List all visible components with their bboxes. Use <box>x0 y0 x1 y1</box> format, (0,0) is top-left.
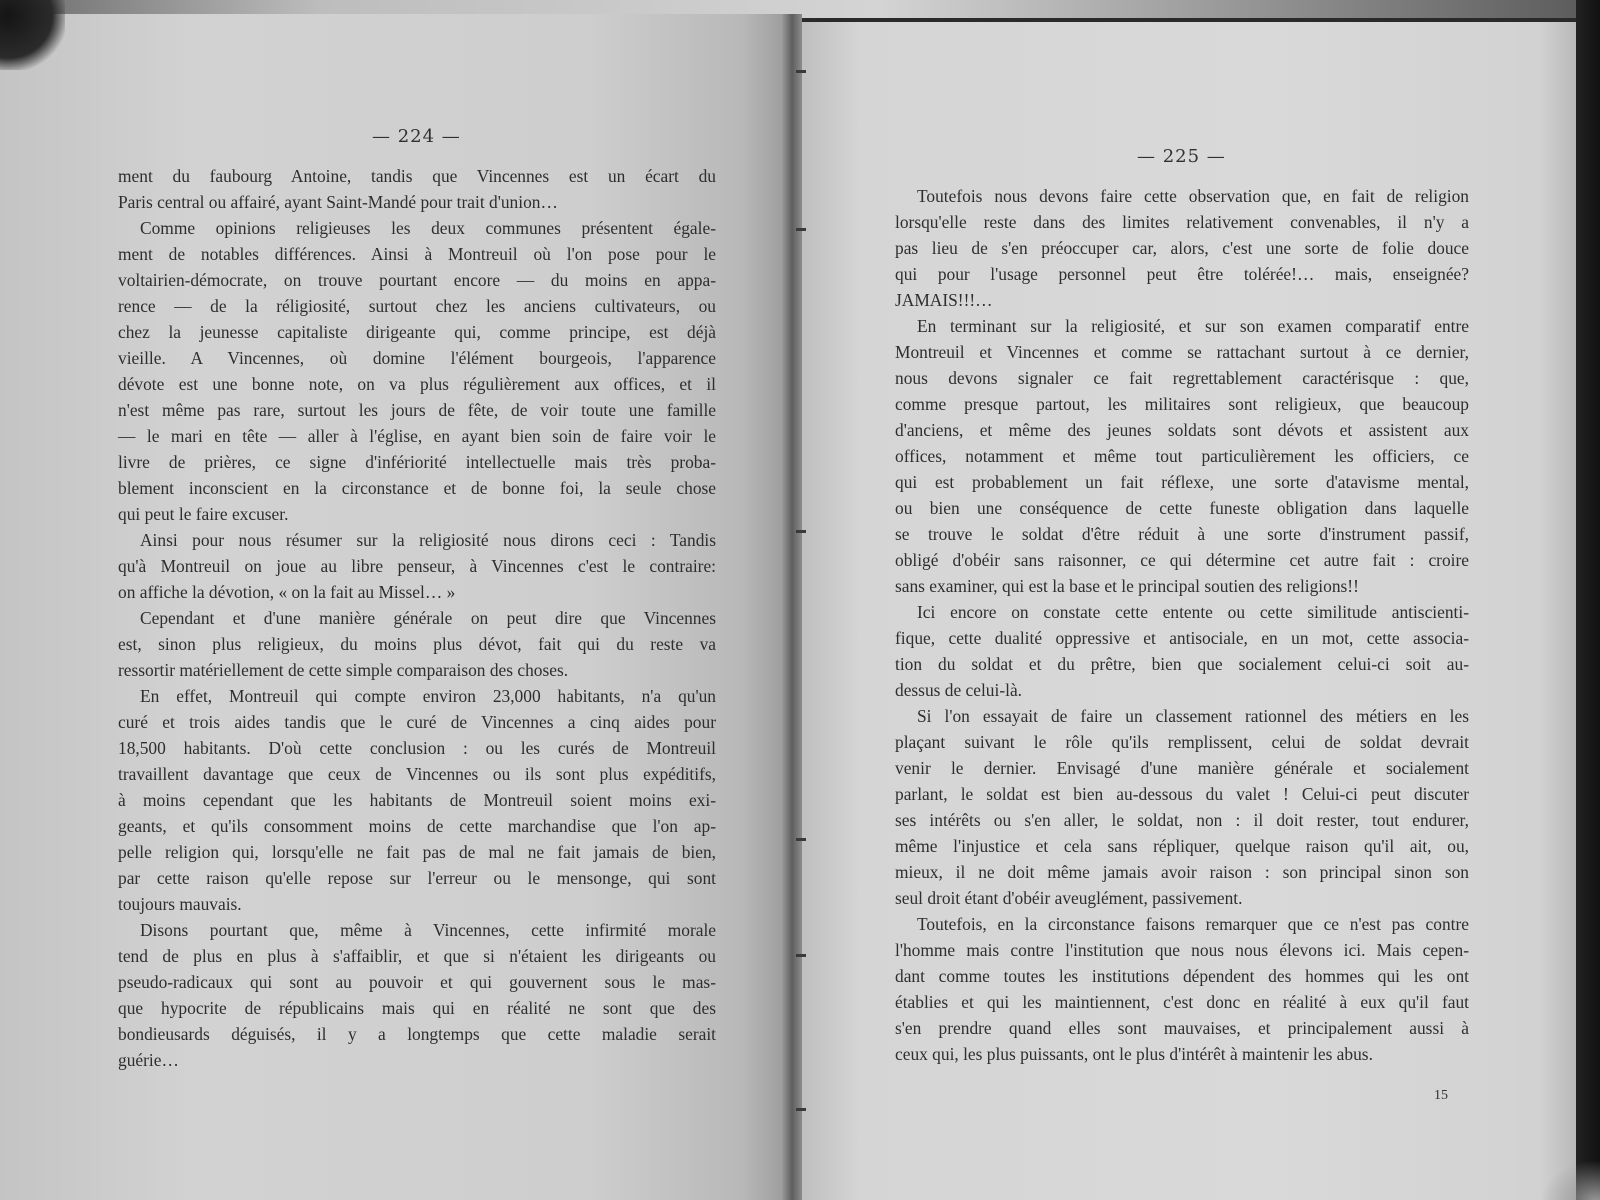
left-page-number: — 224 — <box>372 126 461 147</box>
text-line: établies et qui les maintiennent, c'est donc en réalité à eux qu'il faut <box>895 992 1469 1012</box>
text-line: Toutefois, en la circonstance faisons remarquer que ce n'est pas contre <box>917 914 1469 934</box>
text-line: obligé d'obéir sans raisonner, ce qui détermine cet autre fait : croire <box>895 550 1469 570</box>
text-line: ou bien une conséquence de cette funeste obligation dans laquelle <box>895 498 1469 518</box>
text-line: ceux qui, les plus puissants, ont le plus d'intérêt à maintenir les abus. <box>895 1044 1373 1064</box>
text-line: on affiche la dévotion, « on la fait au Missel… » <box>118 582 456 602</box>
text-line: — le mari en tête — aller à l'église, en ayant bien soin de faire voir le <box>118 426 716 446</box>
text-line: rence — de la réligiosité, surtout chez les anciens cultivateurs, ou <box>118 296 716 316</box>
text-line: qu'à Montreuil on joue au libre penseur, à Vincennes c'est le contraire: <box>118 556 716 576</box>
book-gutter <box>782 14 802 1200</box>
text-line: sans examiner, qui est la base et le principal soutien des religions!! <box>895 576 1359 596</box>
binding-stitch <box>796 70 806 73</box>
text-line: Ici encore on constate cette entente ou cette similitude antiscienti- <box>917 602 1469 622</box>
text-line: s'en prendre quand elles sont mauvaises, et principalement aussi à <box>895 1018 1469 1038</box>
text-line: pseudo-radicaux qui sont au pouvoir et qui gouvernent sous le mas- <box>118 972 716 992</box>
text-line: Montreuil et Vincennes et comme se rattachant surtout à ce dernier, <box>895 342 1469 362</box>
text-line: se trouve le soldat d'être réduit à une sorte d'instrument passif, <box>895 524 1469 544</box>
text-line: ment de notables différences. Ainsi à Montreuil où l'on pose pour le <box>118 244 716 264</box>
text-line: Cependant et d'une manière générale on peut dire que Vincennes <box>140 608 716 628</box>
text-line: blement inconscient en la circonstance et de bonne foi, la seule chose <box>118 478 716 498</box>
text-line: offices, notamment et même tout particulièrement les officiers, ce <box>895 446 1469 466</box>
text-line: à moins cependant que les habitants de Montreuil soient moins exi- <box>118 790 716 810</box>
text-line: ses intérêts ou s'en aller, le soldat, non : il doit rester, tout endurer, <box>895 810 1469 830</box>
text-line: Si l'on essayait de faire un classement rationnel des métiers en les <box>917 706 1469 726</box>
text-line: dessus de celui-là. <box>895 680 1023 700</box>
text-line: lorsqu'elle reste dans des limites relativement convenables, il n'y a <box>895 212 1469 232</box>
binding-stitch <box>796 954 806 957</box>
text-line: Paris central ou affairé, ayant Saint-Mandé pour trait d'union… <box>118 192 558 212</box>
text-line: même l'injustice et cela sans répliquer, quelque raison qu'il ait, ou, <box>895 836 1469 856</box>
text-line: curé et trois aides tandis que le curé de Vincennes a cinq aides pour <box>118 712 716 732</box>
text-line: pas lieu de s'en préoccuper car, alors, c'est une sorte de folie douce <box>895 238 1469 258</box>
text-line: geants, et qu'ils consomment moins de cette marchandise que l'on ap- <box>118 816 716 836</box>
text-line: JAMAIS!!!… <box>895 290 993 310</box>
text-line: dévote est une bonne note, on va plus régulièrement aux offices, et il <box>118 374 716 394</box>
text-line: plaçant suivant le rôle qu'ils remplissent, celui de soldat devrait <box>895 732 1469 752</box>
text-line: que hypocrite de républicains mais qui en réalité ne sont que des <box>118 998 716 1018</box>
text-line: 18,500 habitants. D'où cette conclusion : ou les curés de Montreuil <box>118 738 716 758</box>
right-page-number: — 225 — <box>1137 146 1226 167</box>
text-line: mieux, il ne doit même jamais avoir raison : son principal sinon son <box>895 862 1469 882</box>
binding-stitch <box>796 1108 806 1111</box>
text-line: pelle religion qui, lorsqu'elle ne fait pas de mal ne fait jamais de bien, <box>118 842 716 862</box>
text-line: ment du faubourg Antoine, tandis que Vincennes est un écart du <box>118 166 716 186</box>
text-line: chez la jeunesse capitaliste dirigeante qui, comme principe, est déjà <box>118 322 716 342</box>
text-line: l'homme mais contre l'institution que nous nous élevons ici. Mais cepen- <box>895 940 1469 960</box>
corner-shadow <box>0 0 65 70</box>
text-line: En terminant sur la religiosité, et sur son examen comparatif entre <box>917 316 1469 336</box>
binding-stitch <box>796 228 806 231</box>
text-line: tion du soldat et du prêtre, bien que socialement celui-ci soit au- <box>895 654 1469 674</box>
text-line: Disons pourtant que, même à Vincennes, cette infirmité morale <box>140 920 716 940</box>
text-line: voltairien-démocrate, on trouve pourtant encore — du moins en appa- <box>118 270 716 290</box>
text-line: qui est probablement un fait réflexe, une sorte d'atavisme mental, <box>895 472 1469 492</box>
text-line: travaillent davantage que ceux de Vincennes ou ils sont plus expéditifs, <box>118 764 716 784</box>
text-line: toujours mauvais. <box>118 894 242 914</box>
text-line: fique, cette dualité oppressive et antisociale, en un mot, cette associa- <box>895 628 1469 648</box>
text-line: est, sinon plus religieux, du moins plus dévot, fait qui du reste va <box>118 634 716 654</box>
background-edge <box>1576 0 1600 1200</box>
text-line: ressortir matériellement de cette simple comparaison des choses. <box>118 660 569 680</box>
text-line: Toutefois nous devons faire cette observation que, en fait de religion <box>917 186 1469 206</box>
text-line: seul droit étant d'obéir aveuglément, passivement. <box>895 888 1243 908</box>
text-line: vieille. A Vincennes, où domine l'élément bourgeois, l'apparence <box>118 348 716 368</box>
right-page-text <box>895 183 1469 1067</box>
text-line: Ainsi pour nous résumer sur la religiosité nous dirons ceci : Tandis <box>140 530 716 550</box>
signature-mark: 15 <box>1434 1088 1448 1103</box>
binding-stitch <box>796 530 806 533</box>
text-line: parlant, le soldat est bien au-dessous du valet ! Celui-ci peut discuter <box>895 784 1469 804</box>
text-line: comme presque partout, les militaires sont religieux, que beaucoup <box>895 394 1469 414</box>
text-line: En effet, Montreuil qui compte environ 23,000 habitants, n'a qu'un <box>140 686 716 706</box>
binding-stitch <box>796 838 806 841</box>
text-line: bondieusards déguisés, il y a longtemps que cette maladie serait <box>118 1024 716 1044</box>
text-line: qui pour l'usage personnel peut être tolérée!… mais, enseignée? <box>895 264 1469 284</box>
text-line: tend de plus en plus à s'affaiblir, et que si n'étaient les dirigeants ou <box>118 946 716 966</box>
text-line: n'est même pas rare, surtout les jours de fête, de voir toute une famille <box>118 400 716 420</box>
text-line: par cette raison qu'elle repose sur l'erreur ou le mensonge, qui sont <box>118 868 716 888</box>
corner-highlight <box>1540 1160 1600 1200</box>
text-line: qui peut le faire excuser. <box>118 504 289 524</box>
text-line: Comme opinions religieuses les deux communes présentent égale- <box>140 218 716 238</box>
text-line: venir le dernier. Envisagé d'une manière générale et socialement <box>895 758 1469 778</box>
left-page-text <box>118 163 716 1073</box>
text-line: livre de prières, ce signe d'infériorité intellectuelle mais très proba- <box>118 452 716 472</box>
text-line: guérie… <box>118 1050 179 1070</box>
text-line: dant comme toutes les institutions dépendent des hommes qui les ont <box>895 966 1469 986</box>
text-line: nous devons signaler ce fait regrettablement caractérisque : que, <box>895 368 1469 388</box>
text-line: d'anciens, et même des jeunes soldats sont dévots et assistent aux <box>895 420 1469 440</box>
